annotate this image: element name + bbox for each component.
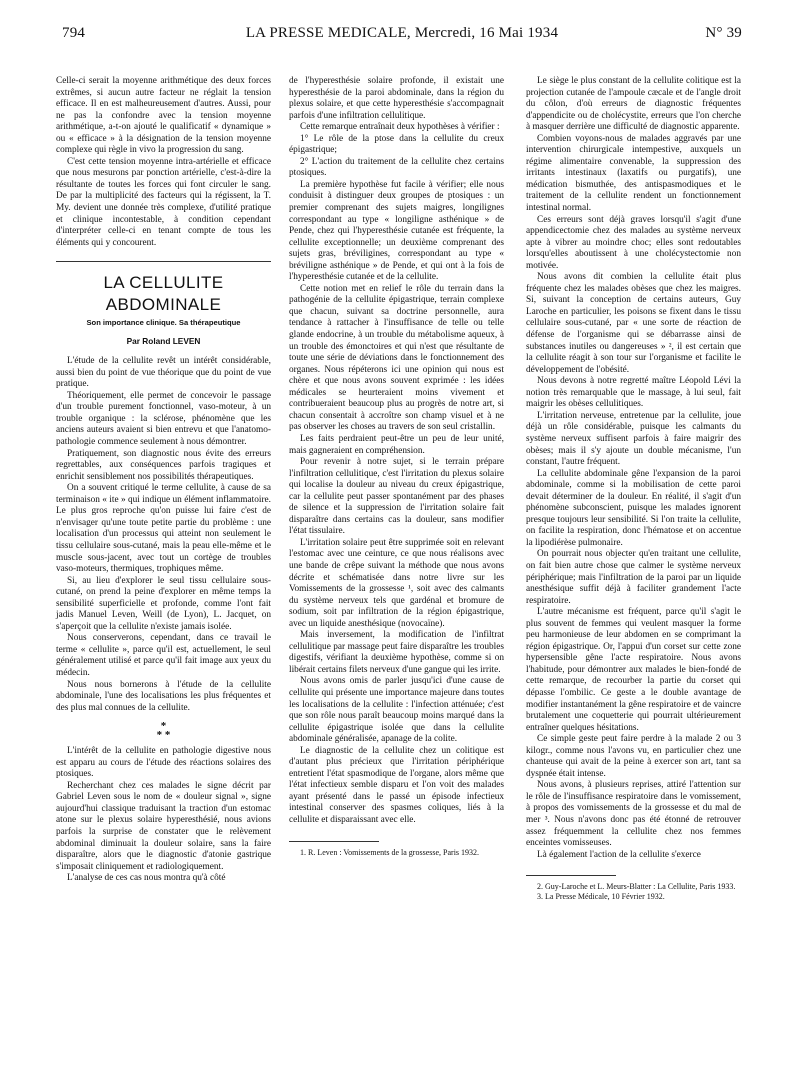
paragraph: Nous nous bornerons à l'étude de la cellulite abdominale, l'une des localisations les plus fréquentes et des plus mal connues de la cellulite. <box>56 679 271 713</box>
journal-title: LA PRESSE MEDICALE, Mercredi, 16 Mai 1934 <box>245 25 559 41</box>
paragraph: L'intérêt de la cellulite en pathologie digestive nous est apparu au cours de l'étude des réactions solaires des ptosiques. <box>56 746 271 780</box>
paragraph: On a souvent critiqué le terme cellulite, à cause de sa terminaison « ite » qui indique un élément inflammatoire. Le plus gros reproche qu'on puisse lui faire c'est de n'envisager qu'une toute petite partie du problème : une localisation d'un processus qui atteint non seulement le tissu cellulaire sous-cutané, mais la peau elle-même et le muscle sous-jacent, avec tout un cortège de troubles vaso-moteurs, thermiques, trophiques même. <box>56 483 271 575</box>
paragraph: Pratiquement, son diagnostic nous évite des erreurs regrettables, aux conséquences parfois tragiques et enrichit sensiblement nos possibilités thérapeutiques. <box>56 448 271 482</box>
paragraph: Ce simple geste peut faire perdre à la malade 2 ou 3 kilogr., comme nous l'avons vu, en particulier chez une chanteuse qui avait de la peine à exercer son art, tant sa dyspnée était intense. <box>526 734 741 779</box>
article-heading <box>56 272 271 348</box>
paragraph: Pour revenir à notre sujet, si le terrain prépare l'infiltration cellulitique, c'est l'irritation du plexus solaire qui localise la douleur au niveau du creux épigastrique, car la cellulite peut passer spontanément par des phases de silence et la suppression de l'irritation solaire fait disparaître dans certains cas la douleur, sans modifier l'état tissulaire. <box>289 457 504 537</box>
section-separator-stars: * * * <box>156 720 171 742</box>
paragraph: Si, au lieu d'explorer le seul tissu cellulaire sous-cutané, on prend la peine d'explorer en même temps la sensibilité superficielle et profonde, comme l'ont fait jadis Manuel Leven, Weill (de Lyon), L. Jacquet, on s'aperçoit que la cellulite n'existe jamais isolée. <box>56 575 271 632</box>
paragraph: La cellulite abdominale gêne l'expansion de la paroi abdominale, comme si la mobilisation de cette paroi devait déterminer de la douleur. En réalité, il s'agit d'un phénomène subconscient, puisque les malades ignorent presque toujours leur sensibilité. Si l'on traite la cellulite, on facilite la respiration, donc l'hématose et on accentue la lipodiérèse pulmonaire. <box>526 468 741 548</box>
paragraph: Les faits perdraient peut-être un peu de leur unité, mais gagneraient en compréhension. <box>289 433 504 456</box>
footnote: 1. R. Leven : Vomissements de la grossesse, Paris 1932. <box>300 847 480 857</box>
paragraph: Le siège le plus constant de la cellulite colitique est la projection cutanée de l'ampoule cæcale et de l'angle droit du côlon, d'où erreurs de diagnostic fréquentes d'appendicite ou de cholécystite, erreurs que l'on cherche à masquer derrière une difficulté de diagnostic apparente. <box>526 76 741 133</box>
paragraph: 2° L'action du traitement de la cellulite chez certains ptosiques. <box>289 156 504 179</box>
paragraph: L'étude de la cellulite revêt un intérêt considérable, aussi bien du point de vue théorique que du point de vue pratique. <box>56 356 271 390</box>
paragraph: Là également l'action de la cellulite s'exerce <box>537 849 701 860</box>
paragraph: L'autre mécanisme est fréquent, parce qu'il s'agit le plus souvent de femmes qui veulent masquer la forme peu harmonieuse de leur abdomen en se comprimant la région épigastrique. Or, l'appui d'un corset sur cette zone hypersensible gêne l'acte respiratoire. Nous avons l'habitude, pour démontrer aux malades le bien-fondé de cette remarque, de recourber la partie du corset qui dépasse l'ombilic. Ce geste a le double avantage de modifier instantanément la gêne respiratoire et de vaincre brutalement une coquetterie qui pourrait ultérieurement entraîner quelques hésitations. <box>526 607 741 733</box>
section-divider <box>56 261 271 262</box>
page-number: 794 <box>62 25 86 41</box>
footnote-divider <box>289 841 379 842</box>
paragraph: L'irritation solaire peut être supprimée soit en relevant l'estomac avec une ceinture, ce que nous réalisons avec une bande de crêpe suivant la méthode que nous avons décrite et schématisée dans notre livre sur les Vomissements de la grossesse ¹, soit avec des calmants du système nerveux tels que gardénal et bromure de sodium, soit par infiltration de la région épigastrique, avec un liquide anesthésique (novocaïne). <box>289 537 504 629</box>
column-2 <box>289 76 504 858</box>
paragraph: Cette notion met en relief le rôle du terrain dans la pathogénie de la cellulite épigastrique, terrain complexe que chacun, suivant sa doctrine personnelle, aura tendance à rattacher à l'insuffisance de telle ou telle glande endocrine, à un trouble du métabolisme aqueux, à un trouble des émonctoires et qui n'est que résultante de toute une série de déviations dans le fonctionnement des organes. Nous répéterons ici une opinion qui nous est chère et que nous avons souvent exprimée : les idées médicales se heurteraient moins vivement et contribueraient beaucoup plus au progrès de notre art, si chacun consentait à accroître son champ visuel et à ne pas observer les choses au travers de son seul cristallin. <box>289 283 504 433</box>
paragraph: Nous avons, à plusieurs reprises, attiré l'attention sur le rôle de l'insuffisance respiratoire dans le vomissement, à propos des vomissements de la grossesse et du mal de mer ³. Nous n'avons donc pas été étonné de retrouver assez fréquemment la cellulite chez nos femmes enceintes vomisseuses. <box>526 780 741 849</box>
paragraph: Recherchant chez ces malades le signe décrit par Gabriel Leven sous le nom de « douleur signal », signe aujourd'hui classique traduisant la traction d'un estomac atone sur le plexus solaire hyperesthésié, nous avions parfois la surprise de constater que le relèvement abdominal diminuait la douleur solaire, sans la faire disparaître, alors que le diagnostic d'atonie gastrique s'imposait cliniquement et radiologiquement. <box>56 780 271 872</box>
paragraph: de l'hyperesthésie solaire profonde, il existait une hyperesthésie de la paroi abdominale, dans la région du plexus solaire, et que cette hyperesthésie s'accompagnait parfois d'une infiltration cellulitique. <box>289 76 504 121</box>
article-subtitle: Son importance clinique. Sa thérapeutique <box>86 318 241 328</box>
article-author: Par Roland LEVEN <box>126 336 201 347</box>
paragraph: Nous avons dit combien la cellulite était plus fréquente chez les malades obèses que chez les maigres. Si, suivant la conception de certains auteurs, Guy Laroche en particulier, les poisons se fixent dans le tissu cellulaire sous-cutané, par « une sorte de réaction de défense de l'organisme qui se débarrasse ainsi de substances inutiles ou dangereuses » ², il est certain que la cellulite réagit à son tour sur l'organisme et facilite le développement de l'obésité. <box>526 272 741 375</box>
paragraph: L'analyse de ces cas nous montra qu'à côté <box>67 873 226 884</box>
page-header <box>62 22 742 46</box>
paragraph: 1° Le rôle de la ptose dans la cellulite du creux épigastrique; <box>289 133 504 156</box>
column-1 <box>56 76 271 885</box>
paragraph: Cette remarque entraînait deux hypothèses à vérifier : <box>300 122 500 133</box>
paragraph: Le diagnostic de la cellulite chez un colitique est d'autant plus précieux que l'irritation périphérique entretient l'état spasmodique de l'organe, alors même que l'état infectieux semble disparu et l'on voit des malades ayant présenté dans le passé un épisode infectieux intestinal conserver des spasmes coliques, liés à la cellulite et disparaissant avec elle. <box>289 745 504 825</box>
footnote: 2. Guy-Laroche et L. Meurs-Blatter : La Cellulite, Paris 1933. <box>537 882 736 892</box>
paragraph: Celle-ci serait la moyenne arithmétique des deux forces extrêmes, si aucun autre facteur ne réglait la tension efficace. Il en est malheureusement d'autres. Aussi, pour ne pas la confondre avec la tension moyenne arithmétique, a-t-on ajouté le qualificatif « dynamique » ou « efficace » à la désignation de la tension moyenne complexe qui règle in vivo la progression du sang. <box>56 76 271 156</box>
article-title: LA CELLULITE ABDOMINALE <box>103 273 224 315</box>
paragraph: Combien voyons-nous de malades aggravés par une intervention chirurgicale intempestive, auxquels un régime alimentaire convenable, la suppression des irritants intestinaux (laxatifs ou purgatifs), une médication bismuthée, des antispasmodiques et le traitement de la cellulite rendent un fonctionnement intestinal normal. <box>526 133 741 214</box>
paragraph: Mais inversement, la modification de l'infiltrat cellulitique par massage peut faire disparaître les troubles digestifs, vérifiant la deuxième hypothèse, comme si on libérait certains filets nerveux d'une gangue qui les irrite. <box>289 630 504 675</box>
paragraph: Nous devons à notre regretté maître Léopold Lévi la notion très remarquable que le massage, à lui seul, fait maigrir les obèses cellulitiques. <box>526 376 741 410</box>
paragraph: L'irritation nerveuse, entretenue par la cellulite, joue déjà un rôle considérable, puisque les calmants du système nerveux suffisent parfois à faire maigrir des obèses; mais il s'y ajoute un double mécanisme, l'un constant, l'autre fréquent. <box>526 410 741 468</box>
paragraph: C'est cette tension moyenne intra-artérielle et efficace que nous mesurons par ponction artérielle, c'est-à-dire la résultante de toutes les forces qui font circuler le sang. De par la multiplicité des facteurs qui la régissent, la T. My. devient une donnée très complexe, d'utilité pratique et clinique incontestable, à condition cependant d'interpréter celle-ci en tenant compte de tous les éléments qui y concourent. <box>56 156 271 248</box>
footnote-divider <box>526 875 616 876</box>
issue-number: N° 39 <box>705 25 742 41</box>
paragraph: Nous conserverons, cependant, dans ce travail le terme « cellulite », parce qu'il est, actuellement, le seul généralement utilisé et parce qu'il fait image aux yeux du médecin. <box>56 633 271 678</box>
footnote: 3. La Presse Médicale, 10 Février 1932. <box>537 892 665 902</box>
paragraph: Nous avons omis de parler jusqu'ici d'une cause de cellulite qui présente une importance majeure dans toutes les localisations de la cellulite : l'infection atténuée; c'est que son rôle nous paraît beaucoup moins marqué dans la cellulite épigastrique isolée que dans la cellulite abdominale généralisée, apanage de la colite. <box>289 676 504 745</box>
column-3 <box>526 76 741 902</box>
paragraph: La première hypothèse fut facile à vérifier; elle nous conduisit à distinguer deux groupes de ptosiques : un premier comprenant des sujets maigres, longilignes correspondant au type « longiligne asthénique » de Pende, chez qui l'hyperesthésie cutanée est fréquente, la cellulite exceptionnelle; un deuxième comprenant des sujets gras, bréviligines, correspondant au type « bréviligne asthénique » de Pende, et qui ont à la fois de l'hyperesthésie cutanée et de la cellulite. <box>289 179 504 283</box>
paragraph: Théoriquement, elle permet de concevoir le passage d'un trouble purement fonctionnel, vaso-moteur, à un trouble organique : la sclérose, phénomène que les anciens auteurs avaient si bien entrevu et que l'anatomo-pathologie commence seulement à nous démontrer. <box>56 390 271 448</box>
paragraph: On pourrait nous objecter qu'en traitant une cellulite, on fait bien autre chose que calmer le système nerveux périphérique; mais l'infiltration de la paroi par un liquide anesthésique suffit déjà à faciliter grandement l'acte respiratoire. <box>526 549 741 606</box>
paragraph: Ces erreurs sont déjà graves lorsqu'il s'agit d'une appendicectomie chez des malades au système nerveux apte à vibrer au moindre choc; elles sont redoutables lorsqu'elles aboutissent à une cholécystectomie non motivée. <box>526 214 741 271</box>
